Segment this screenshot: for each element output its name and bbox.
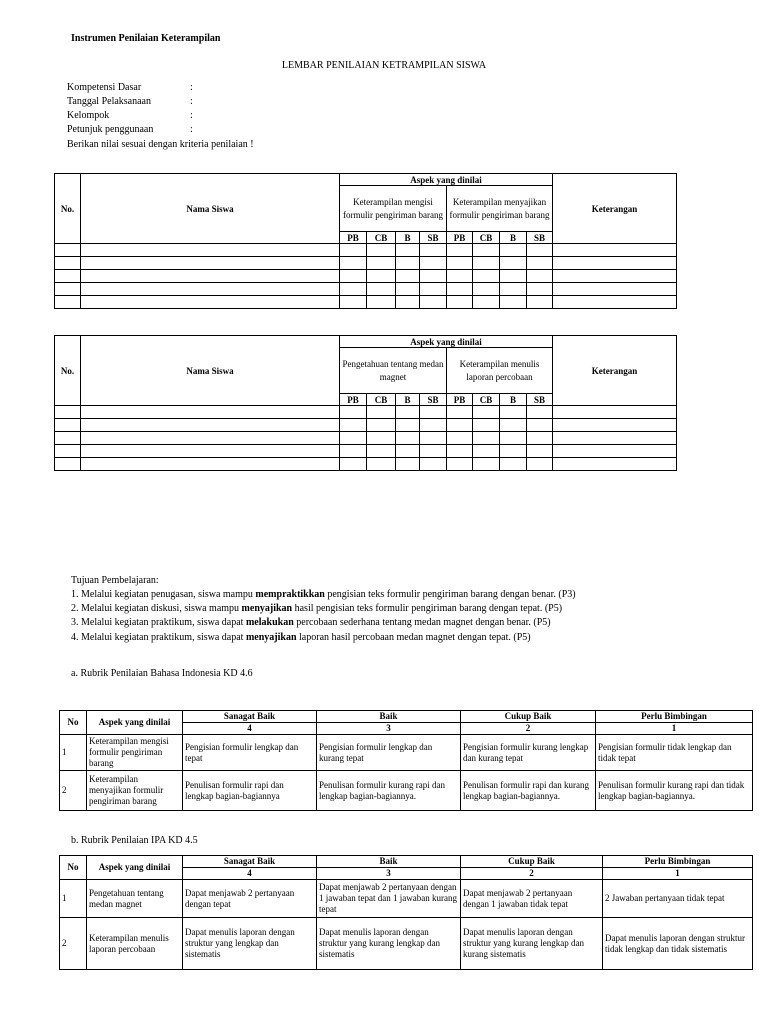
row-aspect: Pengetahuan tentang medan magnet [87,880,183,918]
level-3: Baik [317,856,461,868]
table-row [60,771,753,811]
table-row[interactable] [55,244,677,257]
doc-title: Instrumen Penilaian Keterampilan [71,33,221,44]
rubric-a-table [59,710,753,811]
row-aspect: Keterampilan menulis laporan percobaan [87,918,183,970]
goal-text: 2. Melalui kegiatan diskusi, siswa mampu [71,603,242,614]
score-sb: SB [527,394,553,406]
goal-text: pengisian teks formulir pengiriman barang dengan benar. (P3) [324,589,576,600]
score-b: B [500,394,527,406]
col-note: Keterangan [553,174,677,244]
level-2: Cukup Baik [461,711,596,723]
row-no: 1 [60,735,87,771]
score-cb: CB [473,232,500,244]
criteria-cell: Pengisian formulir tidak lengkap dan tidak tepat [596,735,753,771]
table-row[interactable] [55,445,677,458]
col-note: Keterangan [553,336,677,406]
criteria-cell: Penulisan formulir kurang rapi dan lengkap bagian-bagiannya. [317,771,461,811]
goal-item [71,589,576,600]
score-4: 4 [183,723,317,735]
level-3: Baik [317,711,461,723]
criteria-cell: Penulisan formulir kurang rapi dan tidak lengkap bagian-bagiannya. [596,771,753,811]
score-sb: SB [420,394,447,406]
score-sb: SB [420,232,447,244]
aspect-2: Keterampilan menyajikan formulir pengiriman barang [447,186,553,232]
meta-label: Petunjuk penggunaan [67,124,154,135]
table-row[interactable] [55,458,677,471]
level-4: Sanagat Baik [183,711,317,723]
criteria-cell: Dapat menulis laporan dengan struktur yang kurang lengkap dan kurang sistematis [461,918,603,970]
score-2: 2 [461,723,596,735]
score-1: 1 [603,868,753,880]
criteria-cell: Dapat menulis laporan dengan struktur yang lengkap dan sistematis [183,918,317,970]
goals-heading: Tujuan Pembelajaran: [71,575,159,586]
aspect-1: Keterampilan mengisi formulir pengiriman barang [340,186,447,232]
table-row[interactable] [55,283,677,296]
criteria-cell: Penulisan formulir rapi dan lengkap bagian-bagiannya [183,771,317,811]
sheet-title: LEMBAR PENILAIAN KETRAMPILAN SISWA [281,60,487,71]
criteria-cell: Penulisan formulir rapi dan kurang lengkap bagian-bagiannya. [461,771,596,811]
score-b: B [396,394,420,406]
criteria-cell: Pengisian formulir lengkap dan kurang tepat [317,735,461,771]
criteria-cell: Pengisian formulir kurang lengkap dan kurang tepat [461,735,596,771]
table-row[interactable] [55,257,677,270]
score-cb: CB [473,394,500,406]
score-3: 3 [317,723,461,735]
table-row[interactable] [55,432,677,445]
meta-label: Kelompok [67,110,110,121]
table-row[interactable] [55,419,677,432]
criteria-cell: Dapat menjawab 2 pertanyaan dengan 1 jawaban tidak tepat [461,880,603,918]
score-sb: SB [527,232,553,244]
criteria-cell: Dapat menjawab 2 pertanyaan dengan 1 jawaban tepat dan 1 jawaban kurang tepat [317,880,461,918]
rubric-b-heading: b. Rubrik Penilaian IPA KD 4.5 [71,835,198,846]
row-no: 2 [60,771,87,811]
row-no: 1 [60,880,87,918]
level-2: Cukup Baik [461,856,603,868]
rubric-a-heading: a. Rubrik Penilaian Bahasa Indonesia KD 4.6 [71,668,253,679]
criteria-cell: 2 Jawaban pertanyaan tidak tepat [603,880,753,918]
rubric-b-table [59,855,753,970]
criteria-cell: Pengisian formulir lengkap dan tepat [183,735,317,771]
goal-text: 4. Melalui kegiatan praktikum, siswa dapat [71,632,246,643]
goal-verb: menyajikan [241,603,293,614]
meta-colon: : [190,110,193,121]
col-name: Nama Siswa [81,174,340,244]
level-4: Sanagat Baik [183,856,317,868]
level-1: Perlu Bimbingan [603,856,753,868]
col-aspect: Aspek yang dinilai [87,711,183,735]
table-row [60,735,753,771]
table-row[interactable] [55,406,677,419]
score-pb: PB [340,232,367,244]
table-row [60,880,753,918]
table-row[interactable] [55,270,677,283]
row-aspect: Keterampilan menyajikan formulir pengiriman barang [87,771,183,811]
goal-text: 3. Melalui kegiatan praktikum, siswa dapat [71,617,246,628]
score-1: 1 [596,723,753,735]
score-pb: PB [340,394,367,406]
goal-item [71,632,531,643]
aspect-2: Keterampilan menulis laporan percobaan [447,348,553,394]
level-1: Perlu Bimbingan [596,711,753,723]
goal-verb: menyajikan [245,632,297,643]
assessment-table-1 [54,173,677,309]
score-pb: PB [447,394,473,406]
col-aspect: Aspek yang dinilai [340,174,553,186]
goal-text: percobaan sederhana tentang medan magnet dengan benar. (P5) [293,617,551,628]
score-2: 2 [461,868,603,880]
table-row[interactable] [55,296,677,309]
criteria-cell: Dapat menjawab 2 pertanyaan dengan tepat [183,880,317,918]
score-4: 4 [183,868,317,880]
goal-text: 1. Melalui kegiatan penugasan, siswa mampu [71,589,256,600]
score-cb: CB [367,232,396,244]
goal-verb: melakukan [245,617,294,628]
col-aspect: Aspek yang dinilai [340,336,553,348]
goal-text: hasil pengisian teks formulir pengiriman barang dengan tepat. (P5) [292,603,563,614]
col-no: No [60,856,87,880]
col-name: Nama Siswa [81,336,340,406]
score-pb: PB [447,232,473,244]
instruction: Berikan nilai sesuai dengan kriteria penilaian ! [67,139,254,150]
meta-label: Tanggal Pelaksanaan [67,96,151,107]
row-aspect: Keterampilan mengisi formulir pengiriman barang [87,735,183,771]
aspect-1: Pengetahuan tentang medan magnet [340,348,447,394]
meta-colon: : [190,82,193,93]
criteria-cell: Dapat menulis laporan dengan struktur tidak lengkap dan tidak sistematis [603,918,753,970]
score-3: 3 [317,868,461,880]
col-no: No [60,711,87,735]
goal-verb: mempraktikkan [255,589,325,600]
table-row [60,918,753,970]
meta-colon: : [190,96,193,107]
col-no: No. [55,174,81,244]
criteria-cell: Dapat menulis laporan dengan struktur yang kurang lengkap dan sistematis [317,918,461,970]
col-aspect: Aspek yang dinilai [87,856,183,880]
row-no: 2 [60,918,87,970]
meta-colon: : [190,124,193,135]
col-no: No. [55,336,81,406]
goal-item [71,617,551,628]
score-b: B [500,232,527,244]
score-b: B [396,232,420,244]
score-cb: CB [367,394,396,406]
meta-label: Kompetensi Dasar [67,82,142,93]
assessment-table-2 [54,335,677,471]
goal-text: laporan hasil percobaan medan magnet dengan tepat. (P5) [296,632,531,643]
goal-item [71,603,562,614]
